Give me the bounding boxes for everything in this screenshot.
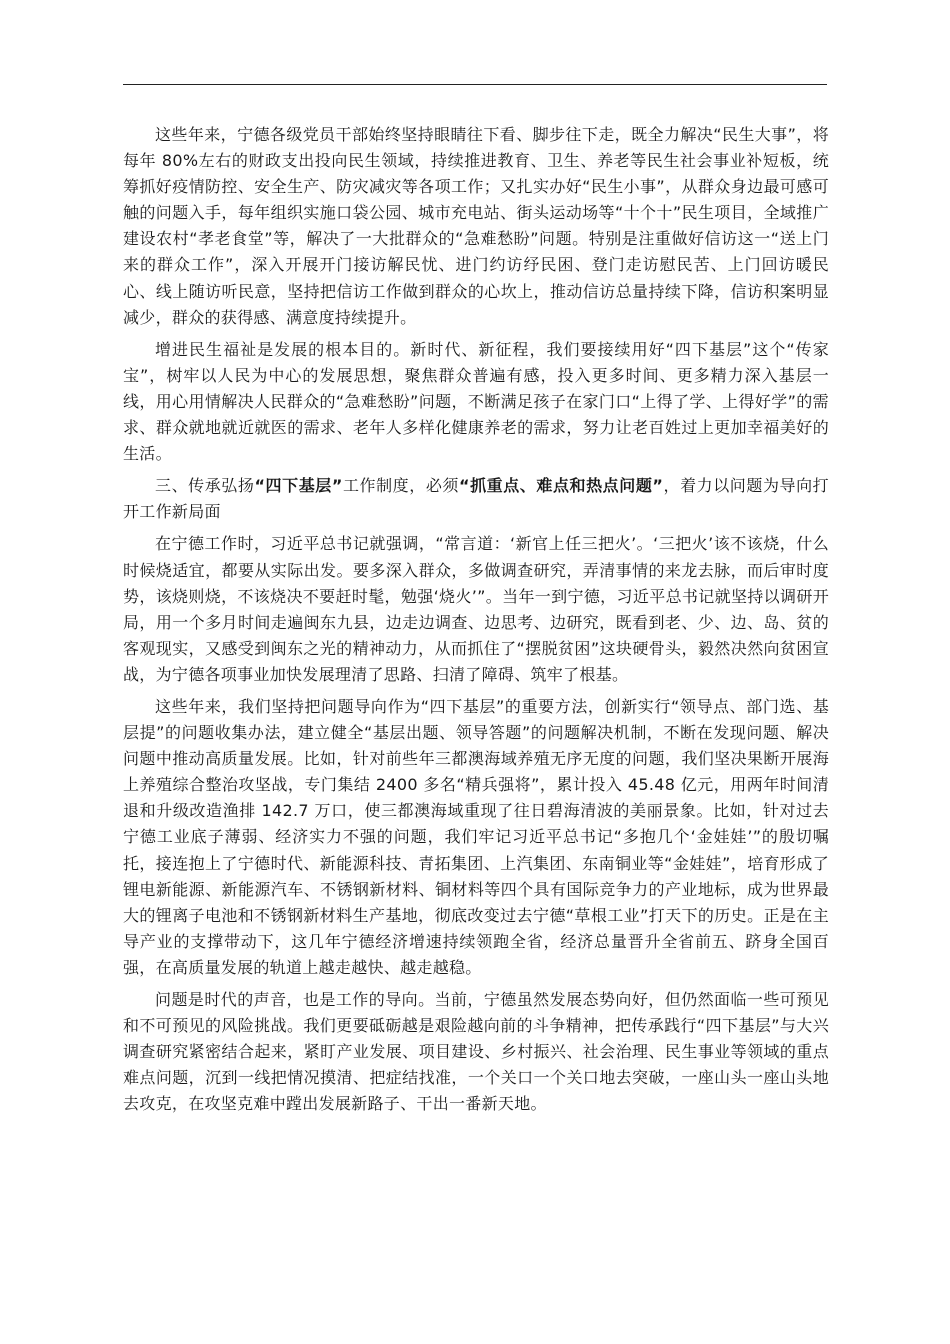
paragraph-3: 在宁德工作时，习近平总书记就强调，“常言道：‘新官上任三把火’。‘三把火’该不该烧，什么时候烧适宜，都要从实际出发。要多深入群众，多做调查研究，弄清事情的来龙去脉，而后审时度势，该烧则烧，不该烧决不要赶时髦，勉强‘烧火’”。当年一到宁德，习近平总书记就坚持以调研开局，用一个多月时间走遍闽东九县，边走边调查、边思考、边研究，既看到老、少、边、岛、贫的客观现实，又感受到闽东之光的精神动力，从而抓住了“摆脱贫困”这块硬骨头，毅然决然向贫困宣战，为宁德各项事业加快发展理清了思路、扫清了障碍、筑牢了根基。 <box>123 534 829 684</box>
heading-middle: 工作制度，必须 <box>342 476 459 496</box>
heading-bold-2: “抓重点、难点和热点问题” <box>458 476 664 496</box>
paragraph-2: 增进民生福祉是发展的根本目的。新时代、新征程，我们要接续用好“四下基层”这个“传家宝”，树牢以人民为中心的发展思想，聚焦群众普遍有感，投入更多时间、更多精力深入基层一线，用心用情解决人民群众的“急难愁盼”问题，不断满足孩子在家门口“上得了学、上得好学”的需求、群众就地就近就医的需求、老年人多样化健康养老的需求，努力让老百姓过上更加幸福美好的生活。 <box>123 339 829 464</box>
paragraph-1: 这些年来，宁德各级党员干部始终坚持眼睛往下看、脚步往下走，既全力解决“民生大事”，将每年 80%左右的财政支出投向民生领域，持续推进教育、卫生、养老等民生社会事业补短板，统筹抓好疫情防控、安全生产、防灾减灾等各项工作；又扎实办好“民生小事”，从群众身边最可感可触的问题入手，每年组织实施口袋公园、城市充电站、街头运动场等“十个十”民生项目，全域推广建设农村“孝老食堂”等，解决了一大批群众的“急难愁盼”问题。特别是注重做好信访这一“送上门来的群众工作”，深入开展开门接访解民忧、进门约访纾民困、登门走访慰民苦、上门回访暖民心、线上随访听民意，坚持把信访工作做到群众的心坎上，推动信访总量持续下降，信访积案明显减少，群众的获得感、满意度持续提升。 <box>123 125 829 327</box>
heading-prefix: 三、传承弘扬 <box>155 476 255 496</box>
heading-suffix: ，着力以问题为导向打开工作新局面 <box>123 476 829 522</box>
section-heading <box>123 473 829 525</box>
paragraph-5: 问题是时代的声音，也是工作的导向。当前，宁德虽然发展态势向好，但仍然面临一些可预见和不可预见的风险挑战。我们更要砥砺越是艰险越向前的斗争精神，把传承践行“四下基层”与大兴调查研究紧密结合起来，紧盯产业发展、项目建设、乡村振兴、社会治理、民生事业等领域的重点难点问题，沉到一线把情况摸清、把症结找准，一个关口一个关口地去突破，一座山头一座山头地去攻克，在攻坚克难中蹚出发展新路子、干出一番新天地。 <box>123 990 829 1114</box>
header-rule <box>123 84 827 85</box>
document-body <box>123 122 829 1123</box>
paragraph-4: 这些年来，我们坚持把问题导向作为“四下基层”的重要方法，创新实行“领导点、部门选、基层提”的问题收集办法，建立健全“基层出题、领导答题”的问题解决机制，不断在发现问题、解决问题中推动高质量发展。比如，针对前些年三都澳海域养殖无序无度的问题，我们坚决果断开展海上养殖综合整治攻坚战，专门集结 2400 多名“精兵强将”，累计投入 45.48 亿元，用两年时间清退和升级改造渔排 142.7 万口，使三都澳海域重现了往日碧海清波的美丽景象。比如，针对过去宁德工业底子薄弱、经济实力不强的问题，我们牢记习近平总书记“多抱几个‘金娃娃’”的殷切嘱托，接连抱上了宁德时代、新能源科技、青拓集团、上汽集团、东南铜业等“金娃娃”，培育形成了锂电新能源、新能源汽车、不锈钢新材料、铜材料等四个具有国际竞争力的产业地标，成为世界最大的锂离子电池和不锈钢新材料生产基地，彻底改变过去宁德“草根工业”打天下的历史。正是在主导产业的支撑带动下，这几年宁德经济增速持续领跑全省，经济总量晋升全省前五、跻身全国百强，在高质量发展的轨道上越走越快、越走越稳。 <box>123 696 829 977</box>
heading-bold-1: “四下基层” <box>254 476 343 496</box>
